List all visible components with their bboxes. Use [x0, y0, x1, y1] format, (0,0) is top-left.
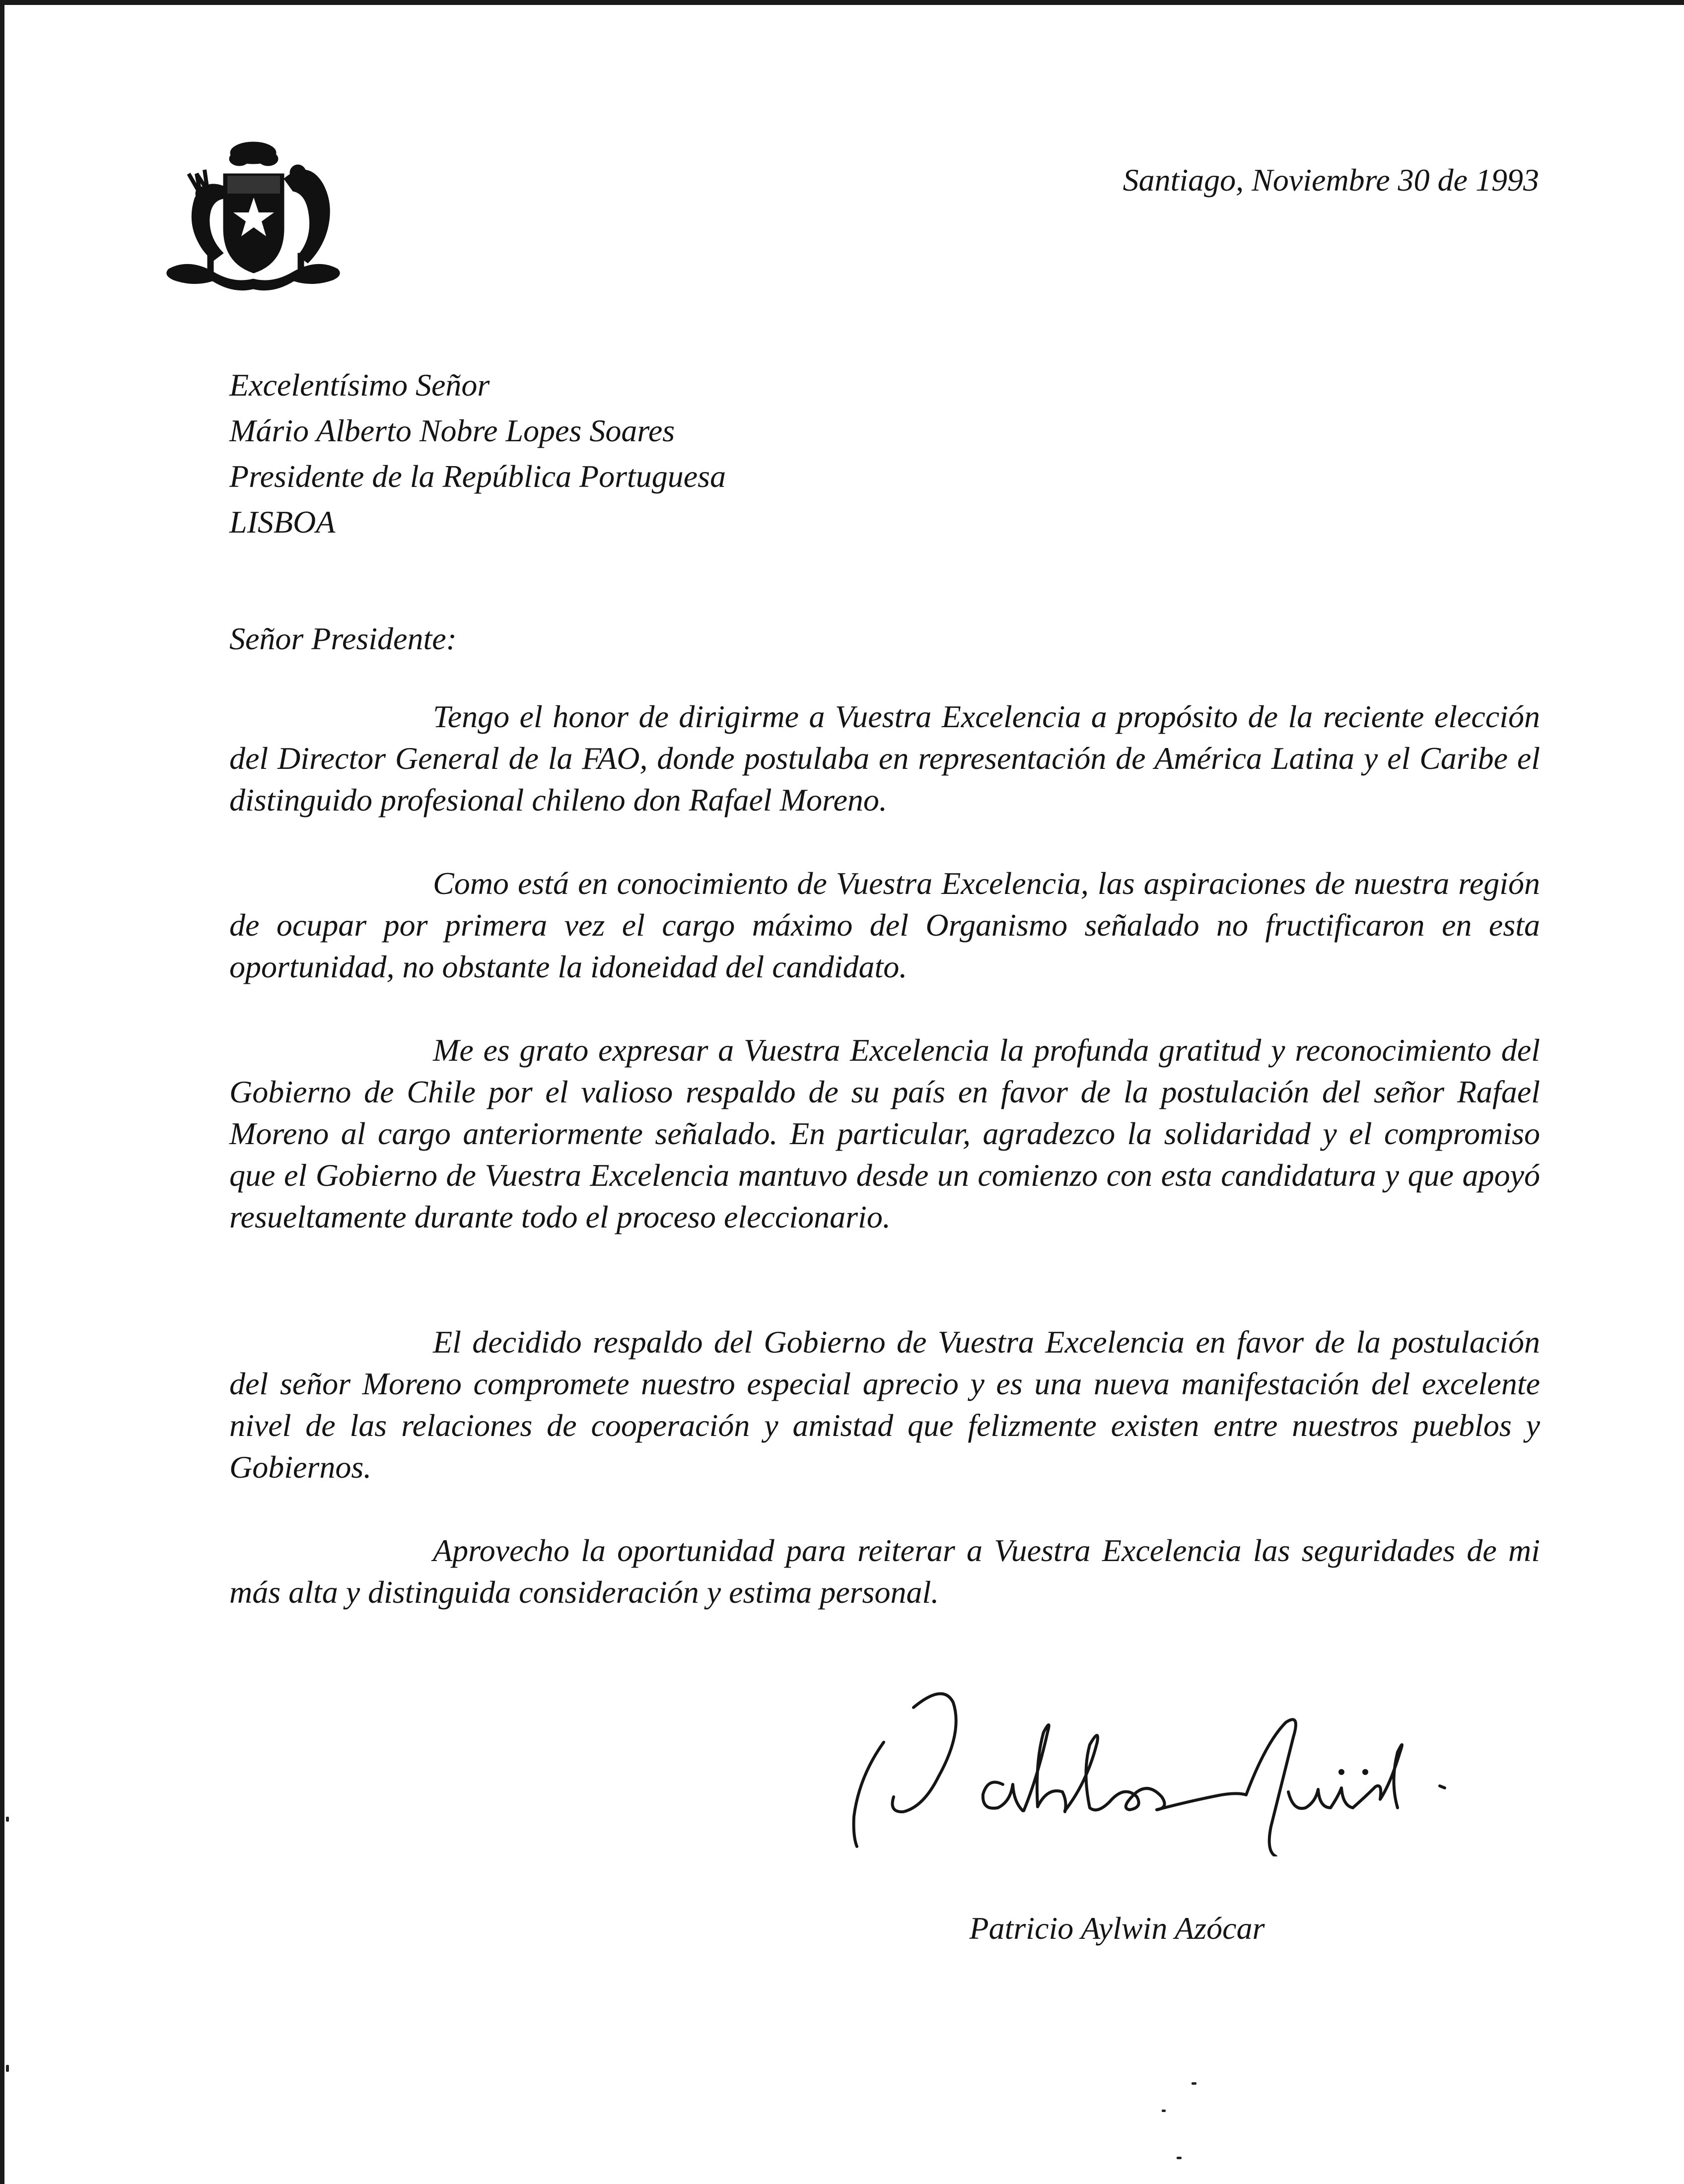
handwritten-signature-icon	[839, 1678, 1564, 1856]
scan-speck	[1177, 2157, 1182, 2159]
body-paragraph-5: Aprovecho la oportunidad para reiterar a Vuestra Excelencia las seguridades de mi más alta y distinguida consideración y estima personal.	[229, 1533, 1540, 1610]
scan-speck	[6, 1817, 9, 1822]
scan-speck	[1162, 2110, 1166, 2112]
body-paragraph-2: Como está en conocimiento de Vuestra Excelencia, las aspiraciones de nuestra región de ocupar por primera vez el cargo máximo del Organismo señalado no fructificaron en esta oportunidad, no obstante la idoneidad del candidato.	[229, 866, 1540, 984]
page-border-top	[0, 0, 1684, 5]
page-border-left	[0, 0, 4, 2184]
signer-name: Patricio Aylwin Azócar	[969, 1911, 1265, 1946]
addressee-position: Presidente de la República Portuguesa	[229, 459, 726, 494]
chilean-coat-of-arms-icon	[149, 139, 357, 298]
addressee-city: LISBOA	[229, 504, 336, 540]
salutation: Señor Presidente:	[229, 621, 457, 656]
body-paragraph-4: El decidido respaldo del Gobierno de Vuestra Excelencia en favor de la postulación del señor Moreno compromete nuestro especial aprecio y es una nueva manifestación del excelente nivel de las relaciones de cooperación y amistad que felizmente existen entre nuestros pueblos y Gobiernos.	[229, 1324, 1540, 1485]
body-paragraph-3: Me es grato expresar a Vuestra Excelencia la profunda gratitud y reconocimiento del Gobierno de Chile por el valioso respaldo de su país en favor de la postulación del señor Rafael Moreno al cargo anteriormente señalado. En particular, agradezco la solidaridad y el compromiso que el Gobierno de Vuestra Excelencia mantuvo desde un comienzo con esta candidatura y que apoyó resueltamente durante todo el proceso eleccionario.	[229, 1032, 1540, 1234]
scan-speck	[1192, 2082, 1196, 2085]
scan-speck	[6, 2065, 9, 2072]
addressee-block	[229, 362, 1123, 545]
addressee-name: Mário Alberto Nobre Lopes Soares	[229, 413, 675, 448]
addressee-title: Excelentísimo Señor	[229, 367, 490, 403]
date-place: Santiago, Noviembre 30 de 1993	[1123, 162, 1539, 198]
body-paragraph-1: Tengo el honor de dirigirme a Vuestra Excelencia a propósito de la reciente elección del Director General de la FAO, donde postulaba en representación de América Latina y el Caribe el distinguido profesional chileno don Rafael Moreno.	[229, 699, 1540, 818]
